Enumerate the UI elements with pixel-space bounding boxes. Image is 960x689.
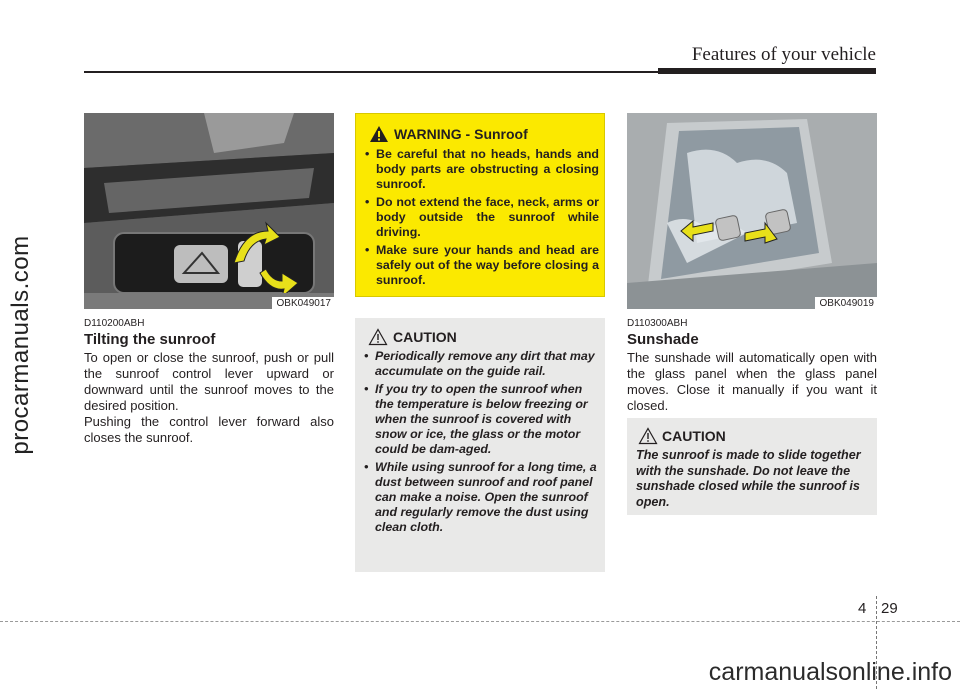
warning-triangle-icon — [369, 125, 389, 143]
warning-subject: Sunroof — [474, 126, 528, 142]
running-header: Features of your vehicle — [691, 44, 876, 65]
bottom-watermark: carmanualsonline.info — [708, 658, 952, 686]
left-paragraph-2: Pushing the control lever forward also closes the sunroof. — [84, 414, 334, 445]
right-section-code: D110300ABH — [627, 318, 688, 329]
right-section-title: Sunshade — [627, 331, 699, 348]
warning-item: • Do not extend the face, neck, arms or body outside the sunroof while driving. — [362, 195, 599, 240]
sunroof-lever-photo — [84, 113, 334, 309]
side-watermark — [4, 0, 38, 689]
chapter-number: 4 — [858, 600, 867, 617]
left-photo-code: OBK049017 — [272, 297, 335, 309]
left-section-code: D110200ABH — [84, 318, 145, 329]
warning-item: • Make sure your hands and head are safely out of the way before closing a sunroof. — [362, 243, 599, 288]
page-number: 29 — [881, 600, 898, 617]
right-photo-code: OBK049019 — [815, 297, 878, 309]
caution-item: • Periodically remove any dirt that may accumulate on the guide rail. — [361, 349, 598, 379]
sunshade-photo — [627, 113, 877, 309]
warning-item: • Be careful that no heads, hands and body parts are obstructing a closing sunroof. — [362, 147, 599, 192]
caution-box-middle — [355, 318, 605, 572]
caution-item: • If you try to open the sunroof when the temperature is below freezing or when the sunroof is covered with snow or ice, the glass or the motor could be dam-aged. — [361, 382, 598, 457]
side-watermark-text: procarmanuals.com — [7, 234, 34, 455]
footer-rule — [0, 621, 960, 623]
sunshade-illustration — [627, 113, 877, 309]
caution-item: • While using sunroof for a long time, a dust between sunroof and roof panel can make a noise. Open the sunroof and regularly remove the dust using clean cloth. — [361, 460, 598, 535]
caution-text: The sunroof is made to slide together with the sunshade. Do not leave the sunshade closed while the sunroof is open. — [636, 448, 861, 509]
warning-title — [394, 126, 528, 142]
caution-title: CAUTION — [393, 329, 457, 345]
caution-list — [361, 349, 598, 538]
caution-box-right — [627, 418, 877, 515]
right-paragraph: The sunshade will automatically open with the glass panel when the glass panel moves. Close it manually if you want it closed. — [627, 350, 877, 413]
warning-box — [355, 113, 605, 297]
warning-list — [362, 147, 599, 291]
header-rule — [84, 71, 660, 73]
header-rule-accent — [658, 68, 876, 74]
left-section-title: Tilting the sunroof — [84, 331, 216, 348]
left-paragraph-1: To open or close the sunroof, push or pull the sunroof control lever upward or downward until the sunroof moves to the desired position. — [84, 350, 334, 413]
lever-illustration — [84, 113, 334, 309]
warning-label: WARNING - — [394, 126, 471, 142]
caution-triangle-icon — [638, 427, 658, 445]
caution-triangle-icon — [368, 328, 388, 346]
caution-title: CAUTION — [662, 428, 726, 444]
